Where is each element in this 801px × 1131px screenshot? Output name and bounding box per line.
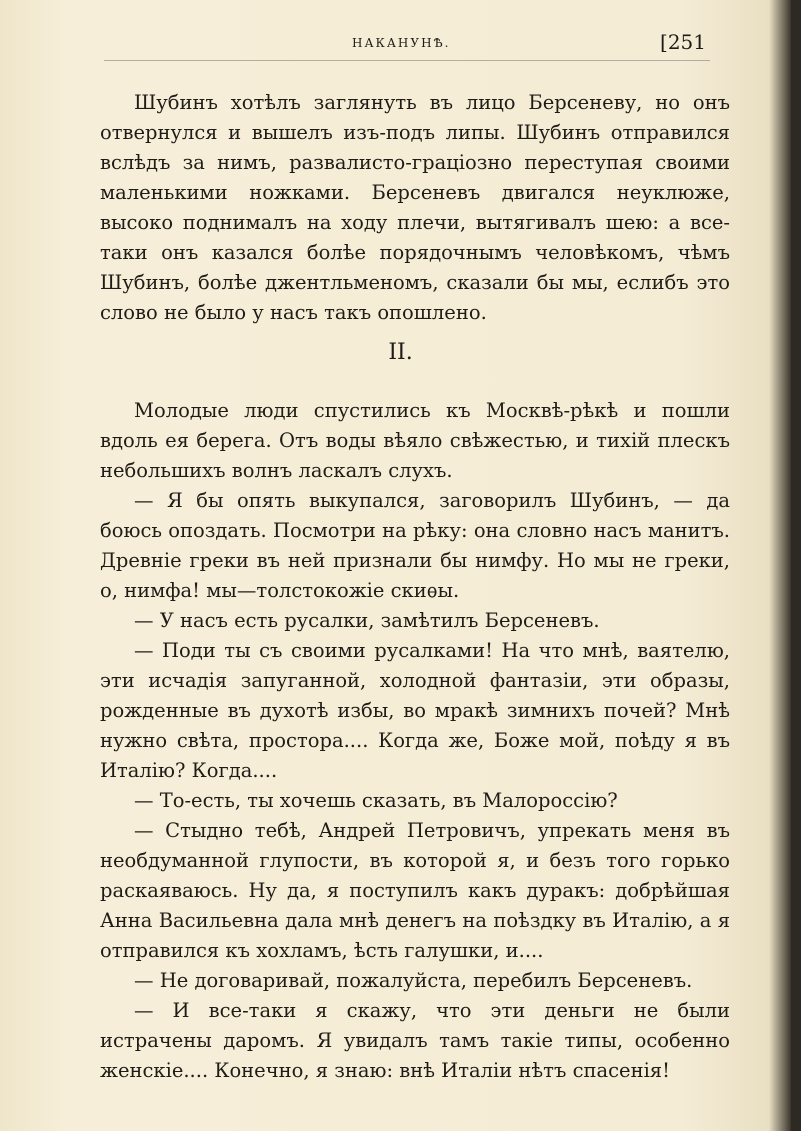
chapter-heading: II. [388,340,413,365]
page-number: [251 [660,30,706,54]
paragraph: Шубинъ хотѣлъ заглянуть въ лицо Берсеневу, но онъ отвернулся и вышелъ изъ-подъ липы. Шубинъ отправился вслѣдъ за нимъ, развалисто-граціозно переступая своими маленькими ножками. Берсеневъ двигался неуклюже, высоко поднималъ на ходу плечи, вытягивалъ шею: а все-таки онъ казался болѣе порядочнымъ человѣкомъ, чѣмъ Шубинъ, болѣе джентльменомъ, сказали бы мы, еслибъ это слово не было у насъ такъ опошлено. [100,91,730,324]
running-title: НАКАНУНѢ. [352,36,451,50]
paragraph: — И все-таки я скажу, что эти деньги не были истрачены даромъ. Я увидалъ тамъ такіе типы, особенно женскіе.... Конечно, я знаю: внѣ Италіи нѣтъ спасенія! [100,999,730,1082]
page-header [100,30,710,56]
paragraph: — У насъ есть русалки, замѣтилъ Берсеневъ. [134,609,600,632]
paragraph: — То-есть, ты хочешь сказать, въ Малороссію? [134,789,618,812]
page-edge-shadow [791,0,801,1131]
paragraph: — Поди ты съ своими русалками! На что мнѣ, ваятелю, эти исчадія запуганной, холодной фантазіи, эти образы, рожденные въ духотѣ избы, во мракѣ зимнихъ почей? Мнѣ нужно свѣта, простора.... Когда же, Боже мой, поѣду я въ Италію? Когда.... [100,639,730,782]
chapter-text [100,396,730,1086]
paragraph: — Не договаривай, пожалуйста, перебилъ Берсеневъ. [134,969,693,992]
paragraph: Молодые люди спустились къ Москвѣ-рѣкѣ и пошли вдоль ея берега. Отъ воды вѣяло свѣжестью, и тихій плескъ небольшихъ волнъ ласкалъ слухъ. [100,399,730,482]
header-rule [104,60,710,67]
paragraph: — Стыдно тебѣ, Андрей Петровичъ, упрекать меня въ необдуманной глупости, въ которой я, и безъ того горько раскаяваюсь. Ну да, я поступилъ какъ дуракъ: добрѣйшая Анна Васильевна дала мнѣ денегъ на поѣздку въ Италію, а я отправился къ хохламъ, ѣсть галушки, и.... [100,819,730,962]
paragraph: — Я бы опять выкупался, заговорилъ Шубинъ, — да боюсь опоздать. Посмотри на рѣку: она словно насъ манитъ. Древніе греки въ ней признали бы нимфу. Но мы не греки, о, нимфа! мы—толстокожіе скиѳы. [100,489,730,602]
opening-text [100,88,730,328]
